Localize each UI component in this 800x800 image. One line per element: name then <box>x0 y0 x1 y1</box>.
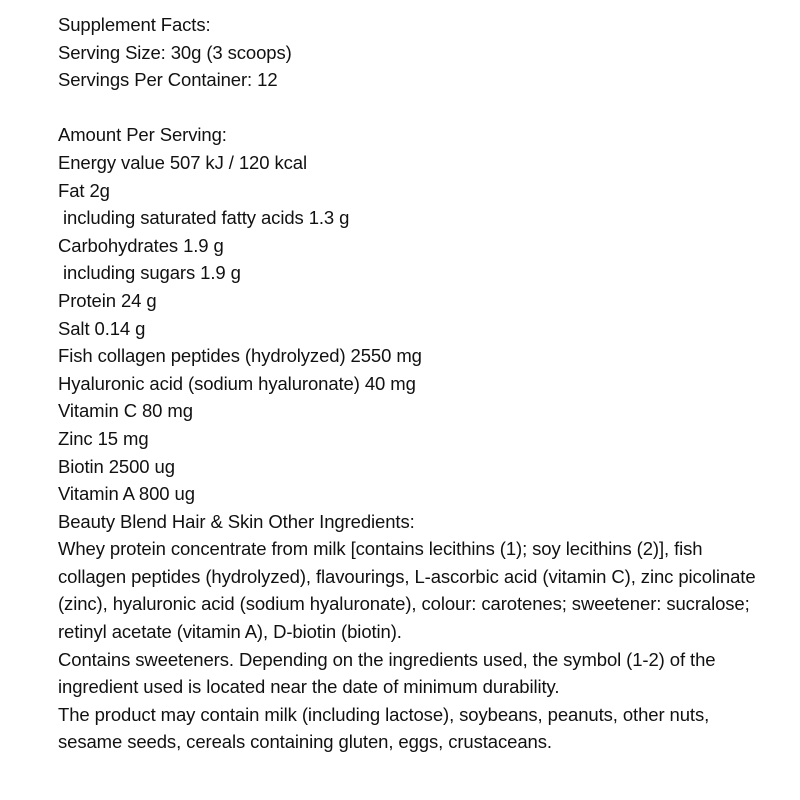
nutrient-saturated-fat: including saturated fatty acids 1.3 g <box>58 207 350 229</box>
spacer <box>58 94 758 122</box>
nutrient-sugars: including sugars 1.9 g <box>58 262 241 284</box>
nutrient-hyaluronic-acid: Hyaluronic acid (sodium hyaluronate) 40 mg <box>58 372 416 394</box>
nutrient-fat: Fat 2g <box>58 179 110 201</box>
sweeteners-notice: Contains sweeteners. Depending on the ingredients used, the symbol (1-2) of the ingredient used is located near the date of minimum durability. <box>58 648 716 698</box>
nutrient-vitamin-c: Vitamin C 80 mg <box>58 400 193 422</box>
ingredients-text: Whey protein concentrate from milk [contains lecithins (1); soy lecithins (2)], fish collagen peptides (hydrolyzed), flavourings, L-ascorbic acid (vitamin C), zinc picolinate (zinc), hyaluronic acid (sodium hyaluronate), colour: carotenes; sweetener: sucralose; retinyl acetate (vitamin A), D-biotin (biotin). <box>58 538 756 643</box>
ingredients-heading: Beauty Blend Hair & Skin Other Ingredients: <box>58 510 415 532</box>
allergen-notice: The product may contain milk (including lactose), soybeans, peanuts, other nuts, sesame seeds, cereals containing gluten, eggs, crustaceans. <box>58 703 710 753</box>
nutrient-zinc: Zinc 15 mg <box>58 427 149 449</box>
nutrient-carbohydrates: Carbohydrates 1.9 g <box>58 234 224 256</box>
nutrient-vitamin-a: Vitamin A 800 ug <box>58 483 195 505</box>
nutrient-fish-collagen: Fish collagen peptides (hydrolyzed) 2550 mg <box>58 345 422 367</box>
servings-per-container: Servings Per Container: 12 <box>58 69 278 91</box>
amount-heading: Amount Per Serving: <box>58 124 227 146</box>
supplement-facts-document <box>58 11 758 756</box>
serving-size: Serving Size: 30g (3 scoops) <box>58 41 292 63</box>
document-title: Supplement Facts: <box>58 14 211 35</box>
nutrient-energy: Energy value 507 kJ / 120 kcal <box>58 151 307 173</box>
nutrient-biotin: Biotin 2500 ug <box>58 455 175 477</box>
nutrient-protein: Protein 24 g <box>58 289 157 311</box>
nutrient-salt: Salt 0.14 g <box>58 317 146 339</box>
